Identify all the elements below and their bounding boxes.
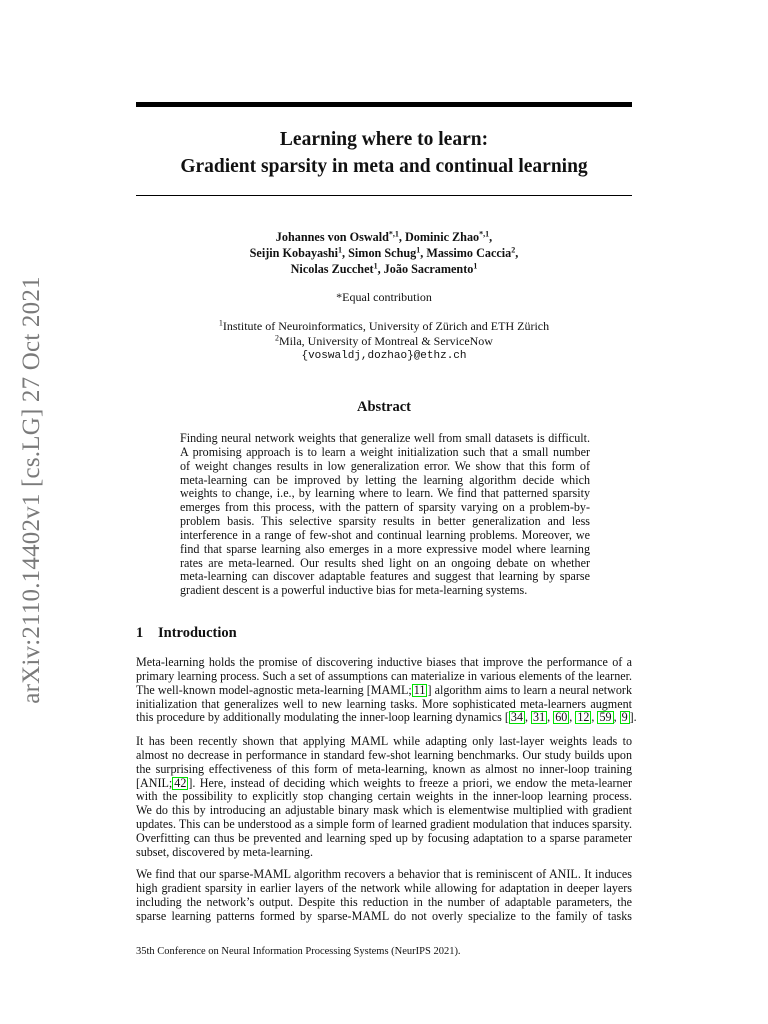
- paragraph-line: subset, discovered by meta-learning.: [136, 844, 313, 859]
- author-affiliation-mark: 1: [416, 245, 421, 255]
- line-text: [ANIL;: [136, 775, 173, 790]
- author-row: [136, 261, 632, 277]
- paragraph-line: Meta-learning holds the promise of discovering inductive biases that improve the performance of a: [136, 655, 632, 669]
- paragraph-line: Overfitting can thus be prevented and learning sped up by focusing adaptation to a sparse parameter: [136, 830, 632, 845]
- abstract-line: A promising approach is to learn a weight initialization such that a small number: [180, 444, 590, 459]
- abstract-line: weights to change, i.e., by learning where to learn. We find that patterned sparsity: [180, 486, 590, 501]
- line-text: ] algorithm aims to learn a neural network: [427, 682, 632, 697]
- author-separator: ,: [398, 230, 405, 244]
- author-name: Simon Schug: [348, 246, 417, 260]
- affiliation-line: [136, 334, 632, 349]
- citation-link[interactable]: 9: [621, 710, 628, 725]
- arxiv-identifier-text: arXiv:2110.14402v1 [cs.LG] 27 Oct 2021: [18, 276, 45, 704]
- paragraph-line: this procedure by additionally modulating the inner-loop learning dynamics [ 34 , 31 , 60 , 12 , 59 , 9 ].: [136, 710, 637, 725]
- author-affiliation-mark: *,1: [479, 229, 490, 239]
- section-number: 1: [136, 625, 144, 641]
- arxiv-identifier-stamp[interactable]: [12, 276, 52, 704]
- line-text: The well-known model-agnostic meta-learning [MAML;: [136, 682, 412, 697]
- paragraph-line: high gradient sparsity in earlier layers of the network while allowing for adaptation in deeper layers: [136, 880, 632, 895]
- abstract-line: emerges from this process, with the pattern of sparsity varying on a problem-by-: [180, 500, 590, 515]
- paragraph-line: [136, 777, 632, 791]
- abstract-line: problem basis. This selective sparsity results in better generalization and less: [180, 514, 590, 529]
- author-row: [136, 245, 632, 261]
- intro-paragraph-1: [136, 655, 637, 725]
- citation-link[interactable]: 11: [413, 682, 426, 697]
- intro-paragraph-2: [136, 735, 632, 860]
- author-separator: ,: [489, 230, 493, 244]
- paragraph-line: It has been recently shown that applying MAML while adapting only last-layer weights leads to: [136, 734, 632, 748]
- abstract-line: Finding neural network weights that generalize well from small datasets is difficult.: [180, 431, 590, 445]
- paragraph-line: sparse learning patterns formed by sparse-MAML do not overly specialize to the family of tasks: [136, 908, 632, 923]
- paragraph-line: We do this by introducing an adjustable binary mask which is elementwise multiplied with gradient: [136, 803, 632, 818]
- paragraph-line: almost no decrease in performance in standard few-shot learning benchmarks. Our study builds upon: [136, 747, 632, 762]
- line-text: ].: [629, 710, 637, 725]
- abstract-line: meta-learning can discover adaptable features and suggest that learning by sparse: [180, 569, 590, 584]
- citation-link[interactable]: 31: [533, 710, 546, 725]
- affiliation-line: [136, 319, 632, 334]
- author-affiliation-mark: 1: [373, 261, 378, 271]
- abstract-line: find that sparse learning also emerges in a more expressive model where learning: [180, 541, 590, 556]
- citation-link[interactable]: 12: [577, 710, 590, 725]
- author-affiliation-mark: *,1: [388, 229, 399, 239]
- abstract-heading: Abstract: [357, 399, 411, 415]
- paper-title: [136, 126, 632, 180]
- author-affiliation-mark: 2: [511, 245, 516, 255]
- author-affiliation-mark: 1: [473, 261, 478, 271]
- line-text: ]. Here, instead of deciding which weights to freeze a priori, we endow the meta-learner: [188, 775, 632, 790]
- author-row: [136, 229, 632, 245]
- abstract-body: [180, 432, 590, 598]
- author-name: Johannes von Oswald: [275, 230, 389, 244]
- author-affiliation-mark: 1: [338, 245, 343, 255]
- affiliations: [136, 319, 632, 364]
- paragraph-line: including the network’s output. Despite this reduction in the number of adaptable parameters, the: [136, 894, 632, 909]
- section-title: Introduction: [158, 625, 237, 641]
- paragraph-line: the surprising effectiveness of this form of meta-learning, known as almost no inner-loop training: [136, 761, 632, 776]
- affiliation-mark: 2: [275, 333, 280, 343]
- line-text: this procedure by additionally modulating the inner-loop learning dynamics [: [136, 710, 509, 725]
- paragraph-line: initialization that generalizes well to new learning tasks. More sophisticated meta-learners augment: [136, 696, 632, 711]
- paragraph-line: updates. This can be understood as a simple form of learned gradient modulation that induces sparsity.: [136, 817, 632, 832]
- citation-link[interactable]: 60: [555, 710, 568, 725]
- affiliation-text: Institute of Neuroinformatics, University of Zürich and ETH Zürich: [222, 319, 550, 333]
- author-separator: ,: [342, 246, 349, 260]
- paragraph-line: primary learning process. Such a set of assumptions can materialize in various elements of the learner.: [136, 668, 632, 683]
- affiliation-mark: 1: [218, 318, 223, 328]
- author-name: Nicolas Zucchet: [290, 262, 374, 276]
- abstract-line: interference in a range of few-shot and continual learning problems. Moreover, we: [180, 527, 590, 542]
- equal-contribution-note: *Equal contribution: [336, 290, 432, 304]
- paragraph-line: We find that our sparse-MAML algorithm recovers a behavior that is reminiscent of ANIL. It induces: [136, 867, 632, 881]
- abstract-line: meta-learning can be improved by letting the learning algorithm decide which: [180, 472, 590, 487]
- section-heading-introduction: [136, 625, 237, 642]
- intro-paragraph-3: [136, 868, 632, 923]
- author-separator: ,: [377, 262, 384, 276]
- author-name: João Sacramento: [383, 262, 474, 276]
- citation-link[interactable]: 42: [174, 775, 187, 790]
- author-name: Dominic Zhao: [405, 230, 480, 244]
- abstract-line: of weight changes results in low generalization error. We show that this form of: [180, 458, 590, 473]
- abstract-line: gradient descent is a powerful inductive bias for meta-learning systems.: [180, 583, 528, 598]
- abstract-line: rates are meta-learned. Our results shed light on an ongoing debate on whether: [180, 555, 590, 570]
- paragraph-line: [136, 684, 632, 698]
- author-name: Seijin Kobayashi: [249, 246, 339, 260]
- citation-link[interactable]: 34: [510, 710, 523, 725]
- author-separator: ,: [420, 246, 427, 260]
- title-bottom-rule: [136, 195, 632, 196]
- author-emails[interactable]: {voswaldj,dozhao}@ethz.ch: [301, 350, 467, 362]
- title-line-2: Gradient sparsity in meta and continual learning: [180, 156, 588, 177]
- author-list: [136, 229, 632, 277]
- author-name: Massimo Caccia: [426, 246, 512, 260]
- citation-link[interactable]: 59: [599, 710, 612, 725]
- title-top-rule: [136, 102, 632, 107]
- affiliation-text: Mila, University of Montreal & ServiceNow: [279, 334, 493, 348]
- title-line-1: Learning where to learn:: [279, 129, 489, 150]
- author-separator: ,: [515, 246, 519, 260]
- paragraph-line: with the possibility to explicitly stop changing certain weights in the inner-loop learning process.: [136, 789, 632, 804]
- conference-footnote: 35th Conference on Neural Information Processing Systems (NeurIPS 2021).: [136, 946, 461, 957]
